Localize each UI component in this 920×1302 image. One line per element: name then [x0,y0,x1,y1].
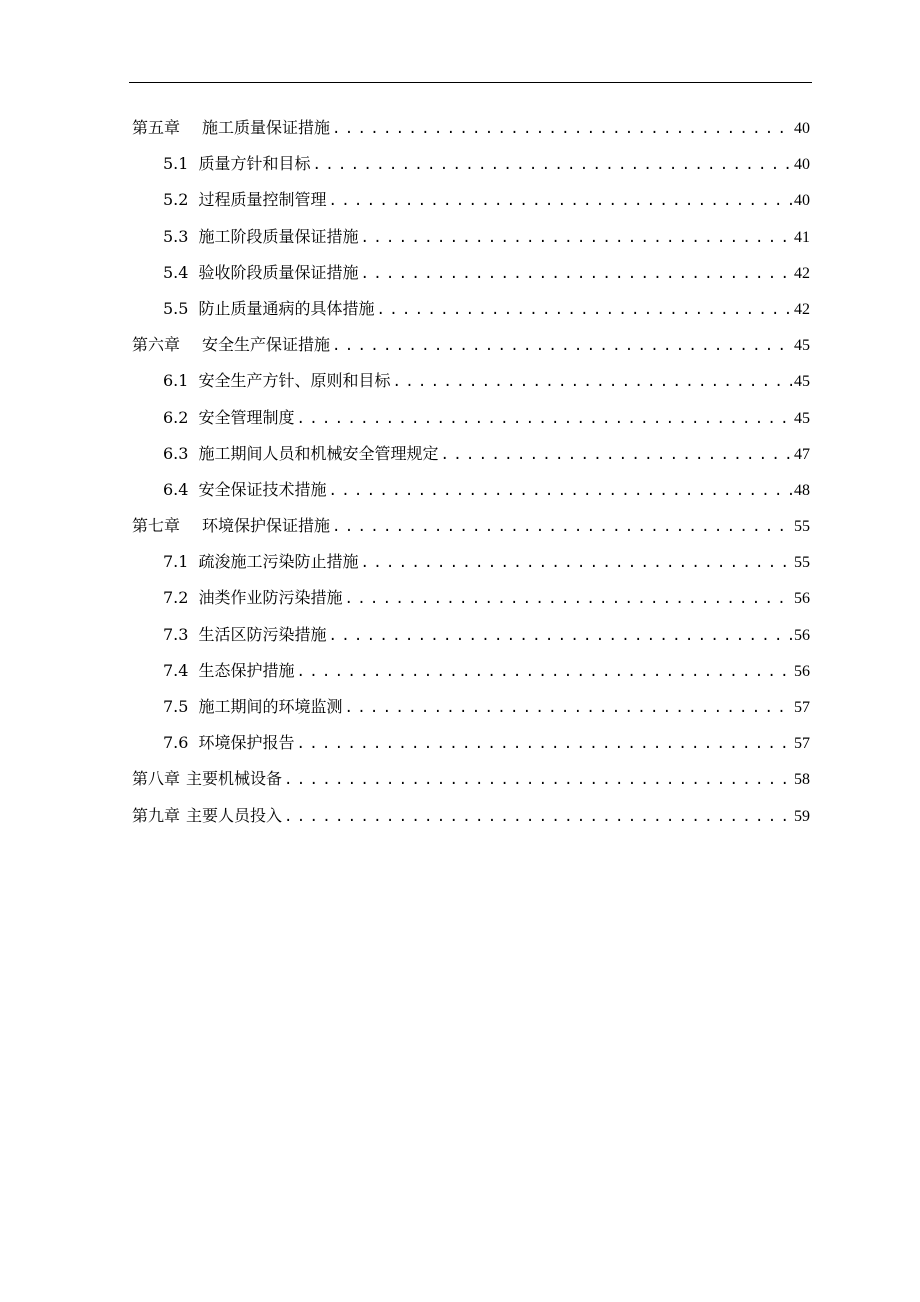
toc-entry-text: 施工期间的环境监测 [198,697,343,716]
toc-entry[interactable] [132,400,810,436]
toc-entry-title [163,725,296,761]
toc-entry-number: 5.5 [163,298,189,318]
toc-entry-title [132,508,332,544]
toc-dot-leader [328,618,792,654]
toc-entry[interactable] [132,110,810,146]
toc-page-number: 40 [794,156,810,174]
toc-entry-title [163,255,360,291]
toc-entry-title [163,219,360,255]
toc-page-number: 42 [794,300,810,318]
toc-entry-text: 主要人员投入 [186,805,283,825]
toc-page-number: 57 [794,735,810,753]
toc-dot-leader [284,799,792,835]
toc-dot-leader [312,147,792,183]
toc-entry[interactable] [132,580,810,616]
toc-entry-text: 施工期间人员和机械安全管理规定 [198,443,439,463]
toc-dot-leader [328,183,792,219]
toc-entry[interactable] [132,182,810,218]
toc-page-number: 48 [794,481,810,499]
toc-page-number: 59 [794,807,810,825]
toc-entry[interactable] [132,725,810,761]
toc-dot-leader [332,328,792,364]
toc-page-number: 47 [794,445,810,463]
toc-entry-number: 第七章 [132,516,181,536]
toc-dot-leader [392,364,792,400]
toc-entry-number: 7.4 [163,660,189,680]
toc-page-number: 56 [794,662,810,680]
toc-entry-number: 7.5 [163,697,189,716]
toc-entry[interactable] [132,219,810,255]
toc-entry[interactable] [132,617,810,653]
toc-entry-title [163,617,328,653]
toc-dot-leader [344,690,792,726]
toc-page-number: 57 [794,699,810,716]
toc-page-number: 58 [794,771,810,789]
toc-entry-number: 6.2 [163,407,189,427]
table-of-contents [132,110,810,834]
toc-entry[interactable] [132,255,810,291]
toc-entry-number: 第六章 [132,335,181,355]
toc-entry-title [163,363,392,399]
toc-dot-leader [296,726,792,762]
toc-entry-text: 环境保护报告 [198,733,295,753]
toc-entry-title [132,798,284,834]
toc-entry-title [132,327,332,363]
toc-entry-title [163,182,328,218]
toc-page-number: 55 [794,554,810,572]
toc-dot-leader [284,762,792,798]
toc-entry[interactable] [132,508,810,544]
toc-entry-text: 安全管理制度 [198,407,295,427]
toc-entry[interactable] [132,761,810,797]
toc-entry[interactable] [132,472,810,508]
toc-dot-leader [344,581,792,617]
toc-page-number: 45 [794,409,810,427]
toc-page-number: 45 [794,373,810,391]
toc-entry-title [163,472,328,508]
header-rule [129,82,812,83]
toc-entry-number: 5.1 [163,154,189,174]
toc-entry-text: 生活区防污染措施 [198,624,327,644]
toc-entry-title [163,580,344,616]
toc-dot-leader [360,545,792,581]
toc-entry-number: 5.3 [163,226,189,246]
toc-page-number: 42 [794,264,810,282]
toc-entry-number: 5.4 [163,262,189,282]
toc-dot-leader [332,111,792,147]
toc-entry-title [163,653,296,689]
toc-entry-text: 生态保护措施 [198,660,295,680]
toc-entry[interactable] [132,436,810,472]
toc-dot-leader [296,401,792,437]
toc-entry-number: 6.1 [163,371,189,391]
toc-entry-text: 验收阶段质量保证措施 [198,262,359,282]
toc-entry-title [163,689,344,725]
toc-entry-text: 环境保护保证措施 [202,516,331,536]
toc-page-number: 40 [794,192,810,210]
toc-entry-title [163,436,440,472]
toc-entry[interactable] [132,327,810,363]
toc-dot-leader [360,256,792,292]
toc-entry[interactable] [132,653,810,689]
toc-entry-title [163,146,312,182]
toc-entry[interactable] [132,798,810,834]
toc-entry-text: 防止质量通病的具体措施 [198,298,375,318]
toc-entry-title [132,110,332,146]
toc-entry-text: 安全生产保证措施 [202,335,331,355]
toc-entry-text: 质量方针和目标 [198,154,311,174]
toc-dot-leader [328,473,792,509]
toc-entry-number: 7.6 [163,733,189,753]
toc-entry-number: 6.4 [163,479,189,499]
toc-page-number: 56 [794,590,810,608]
toc-entry-text: 安全保证技术措施 [198,479,327,499]
toc-dot-leader [376,292,792,328]
toc-entry-number: 第八章 [132,769,181,789]
toc-entry-title [163,291,376,327]
toc-page-number: 56 [794,626,810,644]
toc-page-number: 45 [794,337,810,355]
toc-dot-leader [360,220,792,256]
toc-entry-title [163,400,296,436]
toc-entry-number: 6.3 [163,443,189,463]
toc-dot-leader [296,654,792,690]
toc-entry-text: 主要机械设备 [186,769,283,789]
toc-entry[interactable] [132,146,810,182]
toc-entry-title [163,544,360,580]
toc-entry-text: 疏浚施工污染防止措施 [198,552,359,572]
toc-page-number: 40 [794,120,810,137]
toc-entry-number: 5.2 [163,190,189,210]
toc-entry-text: 施工质量保证措施 [202,118,331,137]
toc-entry-number: 第五章 [132,118,181,137]
toc-entry-text: 施工阶段质量保证措施 [198,226,359,246]
toc-entry-title [132,761,284,797]
toc-entry-text: 过程质量控制管理 [198,190,327,210]
toc-entry-text: 安全生产方针、原则和目标 [198,371,391,391]
toc-entry-number: 7.2 [163,588,189,608]
toc-entry[interactable] [132,291,810,327]
toc-entry[interactable] [132,689,810,725]
toc-dot-leader [440,437,792,473]
toc-entry[interactable] [132,544,810,580]
toc-dot-leader [332,509,792,545]
toc-entry-number: 7.1 [163,552,189,572]
toc-entry[interactable] [132,363,810,399]
toc-entry-number: 7.3 [163,624,189,644]
toc-page-number: 55 [794,518,810,536]
toc-page-number: 41 [794,228,810,246]
toc-entry-text: 油类作业防污染措施 [198,588,343,608]
toc-entry-number: 第九章 [132,805,181,825]
